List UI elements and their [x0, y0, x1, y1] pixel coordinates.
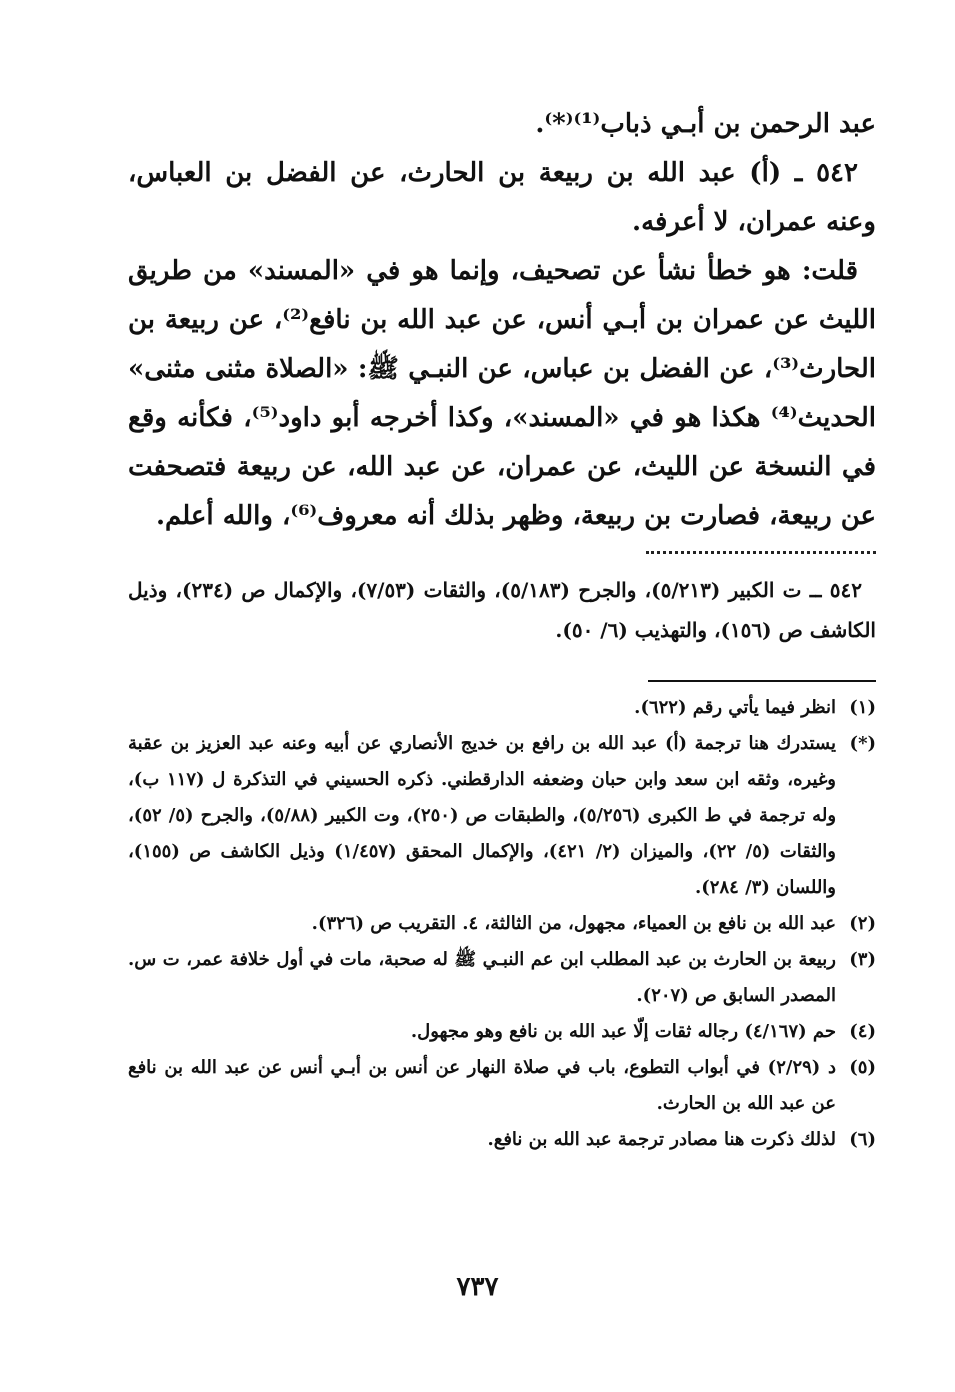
footnote-4	[128, 1014, 876, 1050]
footnote-marker: (٤)	[849, 1021, 876, 1042]
main-paragraph-2: ٥٤٢ ـ (أ) عبد الله بن ربيعة بن الحارث، عن الفضل بن العباس، وعنه عمران، لا أعرفه.	[128, 158, 876, 237]
footnote-text: لذلك ذكرت هنا مصادر ترجمة عبد الله بن نافع.	[487, 1129, 836, 1150]
book-page	[128, 100, 876, 1330]
footnote-5	[128, 1050, 876, 1122]
footnote-text: عبد الله بن نافع بن العمياء، مجهول، من الثالثة، ٤. التقريب ص (٣٢٦).	[311, 913, 836, 934]
footnote-rule	[648, 680, 876, 682]
main-paragraph-1: عبد الرحمن بن أبـي ذباب⁽¹⁾⁽*⁾.	[535, 109, 876, 139]
entry-sources	[128, 570, 876, 650]
footnote-marker: (١)	[849, 697, 876, 718]
main-text	[128, 100, 876, 541]
footnote-text: يستدرك هنا ترجمة (أ) عبد الله بن رافع بن خديج الأنصاري عن أبيه وعنه عبد العزيز بن عقبة وغيره، وثقه ابن سعد وابن حبان وضعفه الدارقطني. ذكره الحسيني في التذكرة ل (١١٧ ب)، وله ترجمة في ط الكبرى (٥/٢٥٦)، والطبقات ص (٢٥٠)، وت الكبير (٥/٨٨)، والجرح (٥/ ٥٢)، والثقات (٥/ ٢٢)، والميزان (٢/ ٤٢١)، والإكمال المحقق (١/٤٥٧) وذيل الكاشف ص (١٥٥)، واللسان (٣/ ٢٨٤).	[128, 733, 837, 898]
footnote-text: د (٢/٢٩) في أبواب التطوع، باب في صلاة النهار عن أنس بن أبـي أنس عن عبد الله بن نافع عن عبد الله بن الحارث.	[128, 1057, 836, 1114]
footnote-marker: (*)	[849, 733, 876, 754]
footnote-3	[128, 942, 876, 1014]
footnotes	[128, 690, 876, 1158]
footnote-text: حم (٤/١٦٧) رجاله ثقات إلّا عبد الله بن نافع وهو مجهول.	[410, 1021, 836, 1042]
footnote-6	[128, 1122, 876, 1158]
entry-source-note: ٥٤٢ ــ ت الكبير (٥/٢١٣)، والجرح (٥/١٨٣)، والثقات (٧/٥٣)، والإكمال ص (٢٣٤)، وذيل الكاشف ص (١٥٦)، والتهذيب (٦/ ٥٠).	[128, 578, 876, 642]
footnote-2	[128, 906, 876, 942]
footnote-marker: (٦)	[849, 1129, 876, 1150]
footnote-text: انظر فيما يأتي رقم (٦٢٢).	[634, 697, 836, 718]
footnote-star	[128, 726, 876, 906]
footnote-marker: (٣)	[849, 949, 876, 970]
dotted-separator	[646, 551, 876, 558]
main-paragraph-3: قلت: هو خطأ نشأ عن تصحيف، وإنما هو في «المسند» من طريق الليث عن عمران بن أبـي أنس، عن عبد الله بن نافع⁽²⁾، عن ربيعة بن الحارث⁽³⁾، عن الفضل بن عباس، عن النبـي ﷺ: «الصلاة مثنى مثنى» الحديث⁽⁴⁾ هكذا هو في «المسند»، وكذا أخرجه أبو داود⁽⁵⁾، فكأنه وقع في النسخة عن الليث، عن عمران، عن عبد الله، عن ربيعة فتصحفت عن ربيعة، فصارت بن ربيعة، وظهر بذلك أنه معروف⁽⁶⁾، والله أعلم.	[128, 256, 877, 531]
footnote-marker: (٢)	[849, 913, 876, 934]
footnote-1	[128, 690, 876, 726]
footnote-marker: (٥)	[849, 1057, 876, 1078]
footnote-text: ربيعة بن الحارث بن عبد المطلب ابن عم النبـي ﷺ له صحبة، مات في أول خلافة عمر، ت س. المصدر السابق ص (٢٠٧).	[128, 949, 836, 1006]
page-number: ٧٣٧	[456, 1272, 499, 1302]
